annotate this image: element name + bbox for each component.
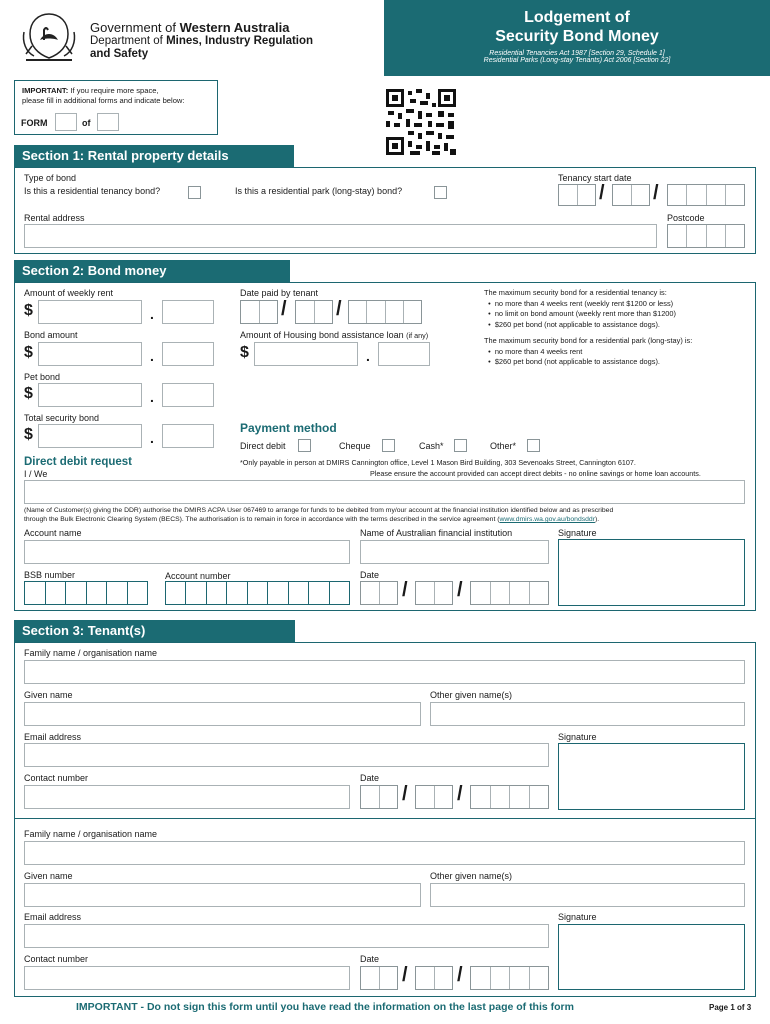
date-slash: / (402, 579, 408, 601)
cash-label: Cash* (419, 441, 444, 451)
tenant-divider (14, 818, 756, 819)
pet-bond-dollars[interactable] (38, 383, 142, 407)
form-number-input[interactable] (55, 113, 77, 131)
family-name-label: Family name / organisation name (24, 829, 158, 839)
date-paid-label: Date paid by tenant (240, 288, 319, 298)
tenancy-start-label: Tenancy start date (558, 173, 632, 183)
date-label: Date (360, 773, 380, 783)
other-label: Other* (490, 441, 517, 451)
type-of-bond-label: Type of bond (24, 173, 77, 183)
tenancy-start-day[interactable] (558, 184, 596, 206)
pet-bond-cents[interactable] (162, 383, 214, 407)
section3-header: Section 3: Tenant(s) (14, 620, 295, 642)
other-names-label: Other given name(s) (430, 690, 513, 700)
cash-note: *Only payable in person at DMIRS Cannington office, Level 1 Mason Bird Building, 303 Sevenoaks Street, Cannington 6107. (240, 458, 636, 467)
contact-label: Contact number (24, 954, 89, 964)
decimal-point: . (366, 348, 370, 364)
given-name-input[interactable] (24, 702, 421, 726)
family-name-input[interactable] (24, 660, 745, 684)
form-total-input[interactable] (97, 113, 119, 131)
weekly-rent-label: Amount of weekly rent (24, 288, 114, 298)
total-bond-label: Total security bond (24, 413, 100, 423)
qr-code (386, 89, 456, 155)
account-number-label: Account number (165, 571, 231, 581)
bsb-label: BSB number (24, 570, 76, 580)
bond-amount-dollars[interactable] (38, 342, 142, 366)
email-input[interactable] (24, 743, 549, 767)
other-names-input[interactable] (430, 702, 745, 726)
of-label: of (82, 118, 91, 128)
ddr-authorisation-text: (Name of Customer(s) giving the DDR) authorise the DMIRS ACPA User 067469 to arrange for funds to be debited from my/our account at the financial institution identified below and as prescribed through the Bulk Electronic Clearing System (BECS). The authorisation is to remain in force in accordance with the terms described in the service agreement (www.dmirs.wa.gov.au/bondsddr). (24, 507, 614, 523)
direct-debit-checkbox[interactable] (298, 439, 311, 452)
direct-debit-heading: Direct debit request (24, 456, 132, 468)
service-agreement-link[interactable]: www.dmirs.wa.gov.au/bondsddr (499, 516, 595, 523)
given-name-label: Given name (24, 690, 73, 700)
dollar-sign: $ (24, 302, 33, 319)
other-names-input[interactable] (430, 883, 745, 907)
section2-header: Section 2: Bond money (14, 260, 290, 282)
date-paid-year[interactable] (348, 300, 422, 324)
dept-name: Department of Mines, Industry Regulation and Safety (90, 35, 314, 60)
email-label: Email address (24, 732, 82, 742)
account-name-input[interactable] (24, 540, 350, 564)
max-tenancy-item: • no limit on bond amount (weekly rent more than $1200) (484, 309, 676, 318)
customer-name-input[interactable] (24, 480, 745, 504)
date-label: Date (360, 954, 380, 964)
rental-address-label: Rental address (24, 213, 85, 223)
dollar-sign: $ (24, 385, 33, 402)
rental-address-input[interactable] (24, 224, 657, 248)
section1-header: Section 1: Rental property details (14, 145, 294, 167)
footer-important: IMPORTANT - Do not sign this form until you have read the information on the last page of this form (76, 1001, 574, 1013)
decimal-point: . (150, 389, 154, 405)
dd-date-label: Date (360, 570, 380, 580)
date-slash: / (402, 783, 408, 805)
gov-name: Government of Western Australia (90, 20, 290, 35)
act-reference-2: Residential Parks (Long-stay Tenants) Act 2006 [Section 22] (483, 57, 671, 64)
i-we-label: I / We (24, 469, 48, 479)
email-label: Email address (24, 912, 82, 922)
wa-crest-logo (18, 12, 80, 64)
date-slash: / (653, 182, 659, 204)
decimal-point: . (150, 430, 154, 446)
dd-signature-label: Signature (558, 528, 597, 538)
max-tenancy-info (484, 288, 692, 368)
dd-date-year[interactable] (470, 581, 549, 605)
signature-label: Signature (558, 912, 597, 922)
form-title: Lodgement of (524, 9, 630, 26)
other-names-label: Other given name(s) (430, 871, 513, 881)
act-reference-1: Residential Tenancies Act 1987 [Section 29, Schedule 1] (489, 50, 665, 57)
payment-method-heading: Payment method (240, 421, 337, 435)
dollar-sign: $ (24, 344, 33, 361)
dd-signature-box[interactable] (558, 539, 745, 606)
postcode-label: Postcode (667, 213, 705, 223)
date-slash: / (457, 579, 463, 601)
bond-amount-label: Bond amount (24, 330, 78, 340)
institution-label: Name of Australian financial institution (360, 528, 513, 538)
dollar-sign: $ (240, 344, 249, 361)
form-label: FORM (21, 118, 48, 128)
signature-label: Signature (558, 732, 597, 742)
decimal-point: . (150, 306, 154, 322)
total-bond-dollars[interactable] (38, 424, 142, 448)
weekly-rent-dollars[interactable] (38, 300, 142, 324)
postcode-input[interactable] (667, 224, 745, 248)
direct-debit-label: Direct debit (240, 441, 286, 451)
signature-box[interactable] (558, 924, 745, 990)
important-text: IMPORTANT: If you require more space, please fill in additional forms and indicate below: (22, 86, 185, 105)
date-slash: / (402, 964, 408, 986)
date-month[interactable] (415, 785, 453, 809)
given-name-input[interactable] (24, 883, 421, 907)
institution-input[interactable] (360, 540, 549, 564)
form-title-2: Security Bond Money (495, 28, 659, 45)
date-slash: / (599, 182, 605, 204)
residential-park-checkbox[interactable] (434, 186, 447, 199)
date-month[interactable] (415, 966, 453, 990)
max-tenancy-item: • no more than 4 weeks rent (weekly rent $1200 or less) (484, 298, 674, 308)
dd-date-month[interactable] (415, 581, 453, 605)
other-checkbox[interactable] (527, 439, 540, 452)
cheque-checkbox[interactable] (382, 439, 395, 452)
housing-loan-cents[interactable] (378, 342, 430, 366)
important-box (14, 80, 218, 135)
bsb-input[interactable] (24, 581, 148, 605)
pet-bond-label: Pet bond (24, 372, 61, 382)
page-number: Page 1 of 3 (709, 1003, 752, 1012)
total-bond-cents[interactable] (162, 424, 214, 448)
family-name-input[interactable] (24, 841, 745, 865)
weekly-rent-cents[interactable] (162, 300, 214, 324)
date-day[interactable] (360, 966, 398, 990)
cheque-label: Cheque (339, 441, 371, 451)
dd-date-day[interactable] (360, 581, 398, 605)
signature-box[interactable] (558, 743, 745, 810)
residential-tenancy-checkbox[interactable] (188, 186, 201, 199)
tenancy-start-month[interactable] (612, 184, 650, 206)
family-name-label: Family name / organisation name (24, 648, 158, 658)
cash-checkbox[interactable] (454, 439, 467, 452)
tenancy-start-year[interactable] (667, 184, 745, 206)
date-slash: / (336, 298, 342, 320)
residential-tenancy-question: Is this a residential tenancy bond? (24, 186, 161, 196)
date-slash: / (281, 298, 287, 320)
bond-amount-cents[interactable] (162, 342, 214, 366)
housing-loan-label: Amount of Housing bond assistance loan (if any) (240, 330, 429, 340)
max-park-item: • $260 pet bond (not applicable to assistance dogs). (484, 357, 660, 366)
max-tenancy-title: The maximum security bond for a residential tenancy is: (484, 288, 667, 297)
account-name-label: Account name (24, 528, 82, 538)
max-park-title: The maximum security bond for a residential park (long-stay) is: (484, 336, 693, 345)
date-slash: / (457, 783, 463, 805)
date-paid-month[interactable] (295, 300, 333, 324)
given-name-label: Given name (24, 871, 73, 881)
contact-input[interactable] (24, 785, 350, 809)
dollar-sign: $ (24, 426, 33, 443)
housing-loan-dollars[interactable] (254, 342, 358, 366)
date-day[interactable] (360, 785, 398, 809)
decimal-point: . (150, 348, 154, 364)
max-tenancy-item: • $260 pet bond (not applicable to assistance dogs). (484, 319, 660, 329)
date-paid-day[interactable] (240, 300, 278, 324)
residential-park-question: Is this a residential park (long-stay) bond? (235, 186, 403, 196)
max-park-item: • no more than 4 weeks rent (484, 346, 583, 356)
title-block (384, 0, 770, 76)
account-number-input[interactable] (165, 581, 350, 605)
date-year[interactable] (470, 785, 549, 809)
contact-label: Contact number (24, 773, 89, 783)
email-input[interactable] (24, 924, 549, 948)
date-year[interactable] (470, 966, 549, 990)
ensure-note: Please ensure the account provided can accept direct debits - no online savings or home loan accounts. (370, 469, 701, 478)
contact-input[interactable] (24, 966, 350, 990)
date-slash: / (457, 964, 463, 986)
